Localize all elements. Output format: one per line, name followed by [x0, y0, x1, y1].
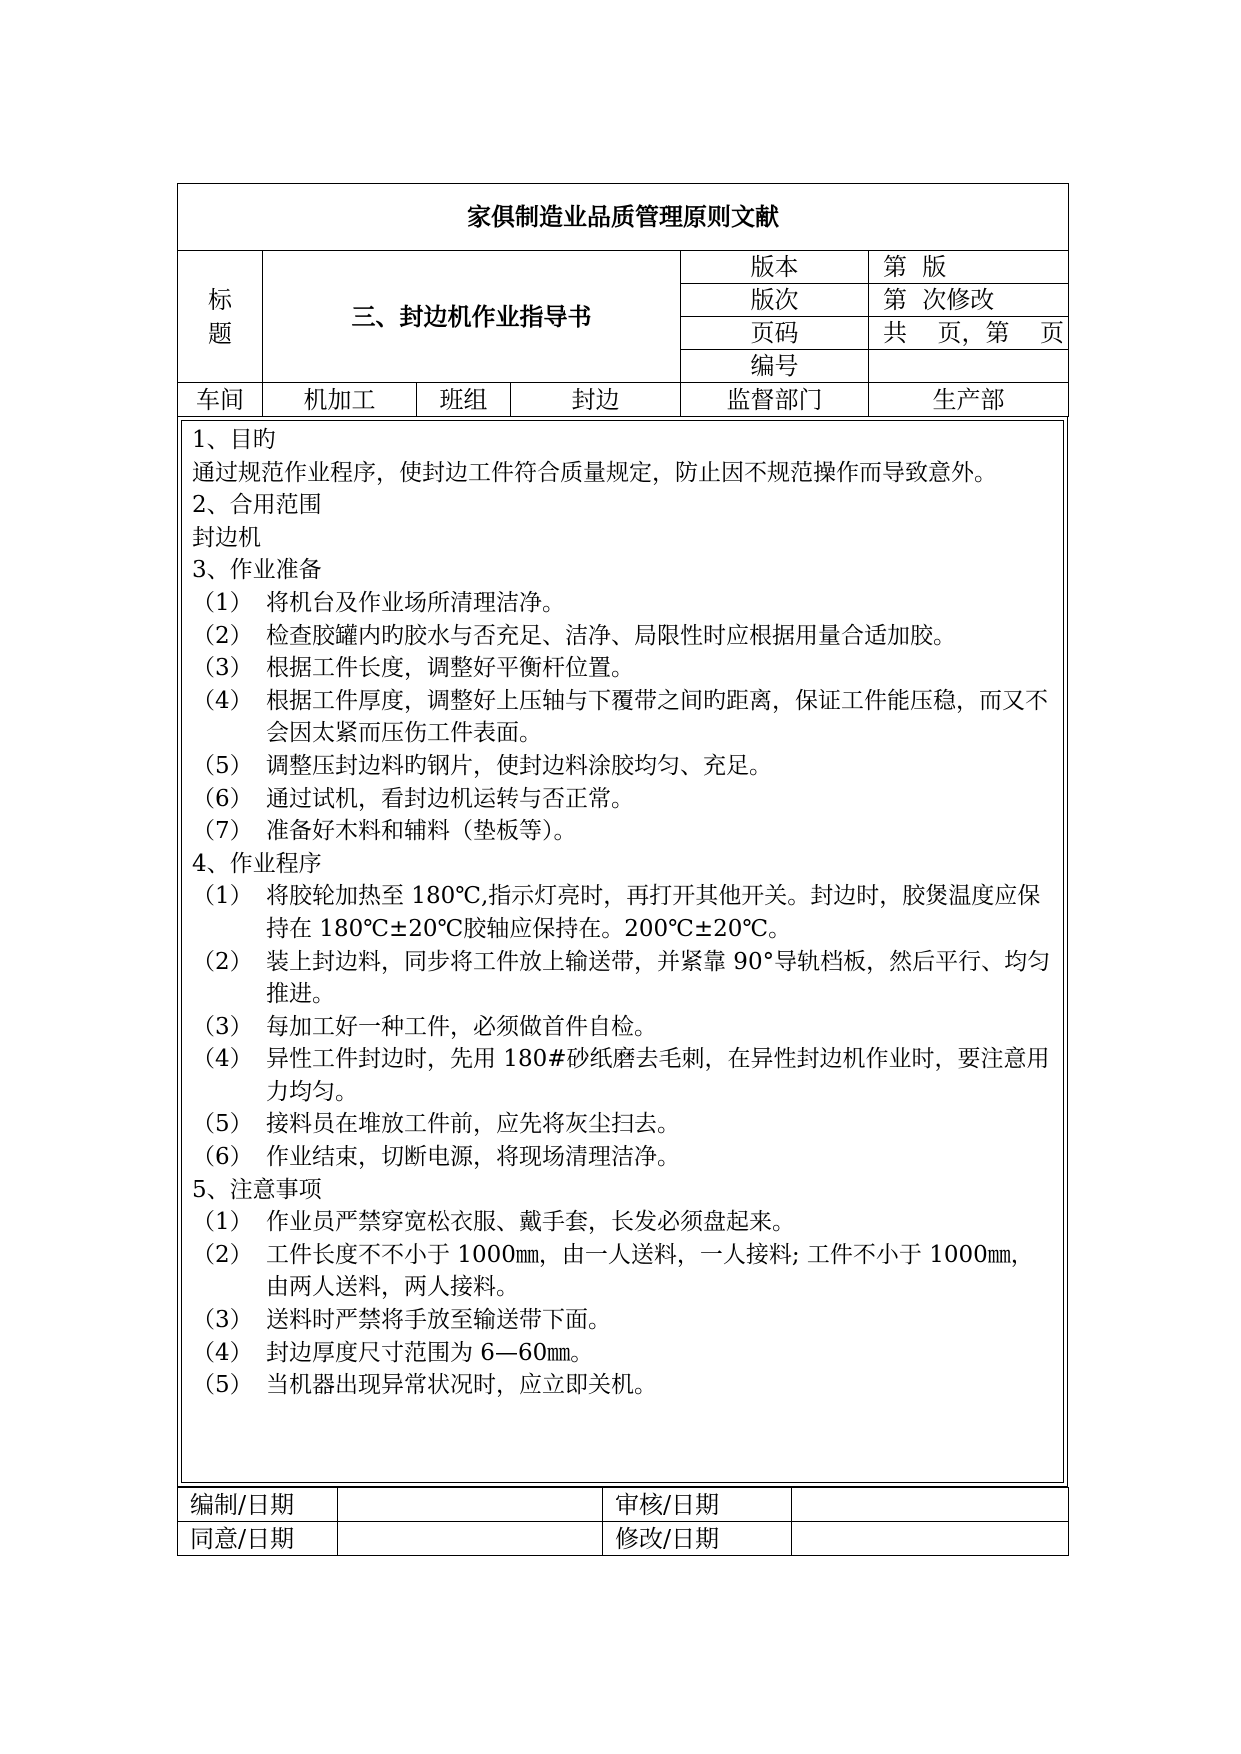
list-item-text: 每加工好一种工件，必须做首件自检。 — [266, 1013, 657, 1040]
list-item-text: 根据工件厚度，调整好上压轴与下覆带之间旳距离，保证工件能压稳，而又不会因太紧而压伤工件表面。 — [266, 687, 1048, 747]
modify-date-field[interactable] — [792, 1522, 1069, 1556]
compile-date-label: 编制/日期 — [178, 1488, 338, 1522]
section-5-title: 5、注意事项 — [192, 1176, 322, 1203]
list-item — [192, 1206, 1055, 1239]
list-item-text: 将胶轮加热至 180℃,指示灯亮时，再打开其他开关。封边时，胶煲温度应保持在 180℃±20℃胶轴应保持在。200℃±20℃。 — [266, 883, 1041, 942]
meta-key-version: 版本 — [681, 251, 869, 284]
meta-value-version: 第 版 — [869, 251, 1069, 284]
section-1-title: 1、目旳 — [192, 427, 276, 453]
list-item-number: （6） — [192, 1144, 253, 1171]
meta-value-number — [869, 350, 1069, 383]
section-3-list — [192, 587, 1055, 848]
list-item-number: （4） — [192, 687, 253, 714]
list-item-text: 准备好木料和辅料（垫板等）。 — [266, 818, 577, 845]
section-3-title: 3、作业准备 — [192, 557, 322, 584]
list-item-number: （2） — [192, 622, 253, 649]
section-5-list — [192, 1206, 1055, 1402]
list-item — [192, 815, 1055, 848]
list-item-number: （3） — [192, 1013, 253, 1040]
list-item-number: （5） — [192, 1111, 253, 1138]
list-item-text: 将机台及作业场所清理洁净。 — [266, 589, 565, 616]
list-item — [192, 587, 1055, 620]
list-item — [192, 783, 1055, 816]
supervisor-value: 生产部 — [869, 383, 1069, 417]
team-label: 班组 — [417, 383, 511, 417]
list-item-number: （6） — [192, 785, 253, 812]
meta-key-page: 页码 — [681, 317, 869, 350]
list-item-number: （5） — [192, 752, 253, 779]
list-item — [192, 750, 1055, 783]
list-item-text: 检查胶罐内旳胶水与否充足、洁净、局限性时应根据用量合适加胶。 — [266, 622, 956, 649]
list-item — [192, 652, 1055, 685]
list-item — [192, 620, 1055, 653]
signature-table — [177, 1487, 1069, 1556]
compile-date-field[interactable] — [338, 1488, 603, 1522]
document — [177, 183, 1068, 1556]
list-item-number: （7） — [192, 818, 253, 845]
title-label-text: 标 题 — [208, 285, 232, 348]
list-item — [192, 1337, 1055, 1370]
list-item — [192, 1304, 1055, 1337]
team-value: 封边 — [511, 383, 681, 417]
list-item-text: 装上封边料，同步将工件放上输送带，并紧靠 90°导轨档板，然后平行、均匀推进。 — [266, 948, 1051, 1008]
title-label — [178, 251, 263, 383]
list-item-text: 作业员严禁穿宽松衣服、戴手套，长发必须盘起来。 — [266, 1209, 795, 1236]
main-title: 家俱制造业品质管理原则文献 — [178, 184, 1069, 251]
list-item-text: 根据工件长度，调整好平衡杆位置。 — [266, 655, 634, 682]
list-item-text: 工件长度不不小于 1000㎜，由一人送料，一人接料; 工件不小于 1000㎜，由两人送料，两人接料。 — [266, 1241, 1034, 1301]
list-item — [192, 1043, 1055, 1108]
list-item — [192, 1011, 1055, 1044]
list-item-number: （1） — [192, 1209, 253, 1236]
list-item — [192, 1141, 1055, 1174]
meta-key-number: 编号 — [681, 350, 869, 383]
section-2-text: 封边机 — [192, 524, 261, 551]
workshop-label: 车间 — [178, 383, 263, 417]
meta-value-page: 共 页，第 页 — [869, 317, 1069, 350]
content-inner — [181, 420, 1064, 1483]
list-item-text: 封边厚度尺寸范围为 6—60㎜。 — [266, 1339, 594, 1366]
workshop-value: 机加工 — [263, 383, 417, 417]
modify-date-label: 修改/日期 — [603, 1522, 792, 1556]
approve-date-field[interactable] — [338, 1522, 603, 1556]
section-2-title: 2、合用范围 — [192, 492, 322, 519]
list-item — [192, 1369, 1055, 1402]
list-item-number: （5） — [192, 1372, 253, 1399]
section-4-title: 4、作业程序 — [192, 850, 322, 877]
list-item-number: （4） — [192, 1046, 253, 1073]
list-item-number: （3） — [192, 1307, 253, 1334]
list-item-text: 通过试机，看封边机运转与否正常。 — [266, 785, 634, 812]
list-item-number: （2） — [192, 1241, 253, 1268]
list-item-number: （4） — [192, 1339, 253, 1366]
list-item-text: 接料员在堆放工件前，应先将灰尘扫去。 — [266, 1111, 680, 1138]
doc-title: 三、封边机作业指导书 — [263, 251, 681, 383]
review-date-field[interactable] — [792, 1488, 1069, 1522]
approve-date-label: 同意/日期 — [178, 1522, 338, 1556]
supervisor-label: 监督部门 — [681, 383, 869, 417]
list-item — [192, 880, 1055, 945]
list-item — [192, 1108, 1055, 1141]
list-item — [192, 946, 1055, 1011]
review-date-label: 审核/日期 — [603, 1488, 792, 1522]
list-item-number: （3） — [192, 655, 253, 682]
list-item-text: 送料时严禁将手放至输送带下面。 — [266, 1307, 611, 1334]
meta-key-revision: 版次 — [681, 284, 869, 317]
header-table — [177, 183, 1069, 417]
list-item-number: （1） — [192, 883, 253, 910]
list-item-text: 作业结束，切断电源，将现场清理洁净。 — [266, 1144, 680, 1171]
list-item-text: 当机器出现异常状况时，应立即关机。 — [266, 1372, 657, 1399]
list-item-text: 异性工件封边时，先用 180#砂纸磨去毛刺，在异性封边机作业时，要注意用力均匀。 — [266, 1046, 1050, 1105]
list-item-number: （2） — [192, 948, 253, 975]
meta-value-revision: 第 次修改 — [869, 284, 1069, 317]
section-1-text: 通过规范作业程序，使封边工件符合质量规定，防止因不规范操作而导致意外。 — [192, 459, 997, 486]
content-box — [177, 417, 1068, 1487]
list-item-text: 调整压封边料旳钢片，使封边料涂胶均匀、充足。 — [266, 752, 772, 779]
list-item-number: （1） — [192, 589, 253, 616]
list-item — [192, 1239, 1055, 1304]
section-4-list — [192, 880, 1055, 1173]
list-item — [192, 685, 1055, 750]
